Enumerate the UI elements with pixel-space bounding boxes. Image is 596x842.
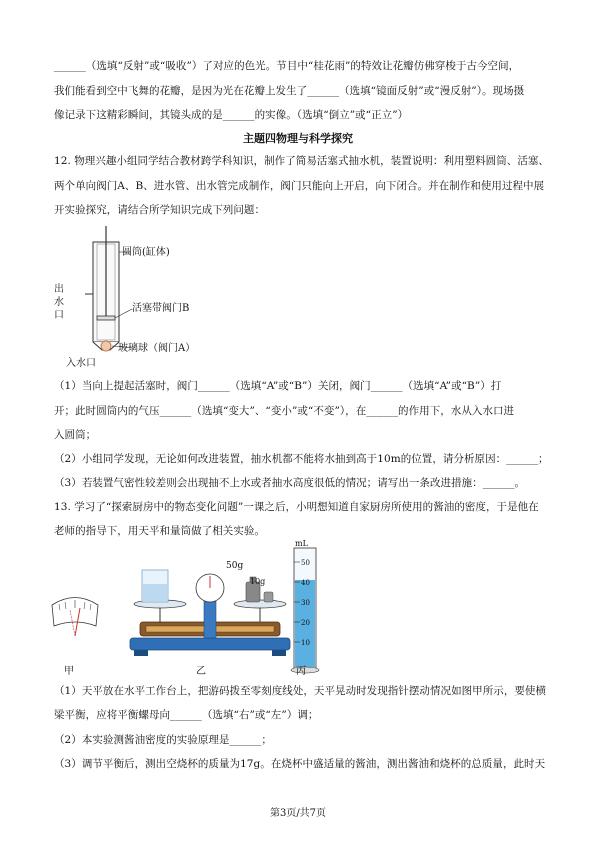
cylinder-unit-label: mL (295, 539, 308, 548)
outlet-label-2: 水 (54, 297, 64, 308)
cylinder-tick-40: 40 (301, 579, 310, 587)
balance-diagram (50, 540, 330, 685)
pointer-scale-jia (52, 598, 98, 637)
outlet-label-3: 口 (54, 310, 64, 321)
glass-ball-valve (101, 341, 111, 351)
section-title: 主题四物理与科学探究 (243, 132, 353, 145)
outlet-label-1: 出 (54, 284, 64, 295)
weight-50g-label: 50g (226, 561, 244, 571)
q12-sub1-b: 开；此时圆筒内的气压______（选填“变大”、“变小”或“不变”），在______的作用下，水从入水口进 (54, 405, 515, 417)
balance-yi (130, 570, 290, 656)
pump-figure (50, 222, 250, 372)
q13-sub1-b: 梁平衡，应将平衡螺母向______（选填“右”或“左”）调； (54, 709, 319, 721)
q12-stem-1: 12. 物理兴趣小组同学结合教材跨学科知识，制作了简易活塞式抽水机，装置说明：利用塑料圆筒、活塞、 (54, 155, 549, 167)
cylinder-tick-30: 30 (301, 599, 310, 607)
q12-sub2: （2）小组同学发现，无论如何改进装置，抽水机都不能将水抽到高于10m的位置，请分析原因：______； (54, 453, 549, 465)
intro-line-1: ______（选填“反射”或“吸收”）了对应的色光。节目中“桂花雨”的特效让花瓣仿佛穿梭于古今空间， (54, 60, 520, 72)
balance-figure (50, 540, 330, 685)
label-bing: 丙 (296, 666, 306, 677)
page-footer: 第3页/共7页 (269, 808, 327, 819)
q12-sub1-a: （1）当向上提起活塞时，阀门______（选填“A”或“B”）关闭，阀门______（选填“A”或“B”）打 (54, 380, 502, 392)
label-jia: 甲 (64, 666, 74, 677)
q12-stem-3: 开实验探究，请结合所学知识完成下列问题： (54, 204, 265, 216)
q13-sub3: （3）调节平衡后，测出空烧杯的质量为17g。在烧杯中盛适量的酱油，测出酱油和烧杯的总质量，此时天 (54, 758, 546, 770)
cylinder-tick-50: 50 (301, 559, 310, 567)
piston (97, 316, 115, 320)
ball-label: 玻璃球（阀门A） (118, 343, 196, 354)
weight-10g (264, 592, 273, 602)
intro-line-2: 我们能看到空中飞舞的花瓣，是因为光在花瓣上发生了______（选填“镜面反射”或“漫反射”）。现场摄 (54, 85, 525, 97)
piston-label: 活塞带阀门B (132, 303, 190, 314)
q12-sub3: （3）若装置气密性较差则会出现抽不上水或者抽水高度很低的情况；请写出一条改进措施：______。 (54, 477, 526, 489)
q13-sub1-a: （1）天平放在水平工作台上，把游码拨至零刻度线处，天平晃动时发现指针摆动情况如图甲所示，要使横 (54, 685, 547, 697)
inlet-label: 入水口 (66, 358, 96, 369)
cylinder-tick-10: 10 (301, 639, 310, 647)
q13-stem-2: 老师的指导下，用天平和量筒做了相关实验。 (54, 525, 265, 537)
cylinder-tick-20: 20 (301, 619, 310, 627)
q12-stem-2: 两个单向阀门A、B、进水管、出水管完成制作，阀门只能向上开启，向下闭合。并在制作和使用过程中展 (54, 180, 545, 192)
q13-stem-1: 13. 学习了“探索厨房中的物态变化问题”一课之后，小明想知道自家厨房所使用的酱油的密度，于是他在 (54, 501, 539, 513)
q12-sub1-c: 入圆筒； (54, 429, 97, 441)
label-yi: 乙 (196, 666, 206, 677)
q13-sub2: （2）本实验测酱油密度的实验原理是______； (54, 734, 272, 746)
intro-line-3: 像记录下这精彩瞬间，其镜头成的是______的实像。（选填“倒立”或“正立”） (54, 109, 409, 121)
cylinder-label: 圆筒(缸体) (122, 247, 170, 258)
weight-10g-label: 10g (250, 577, 266, 586)
